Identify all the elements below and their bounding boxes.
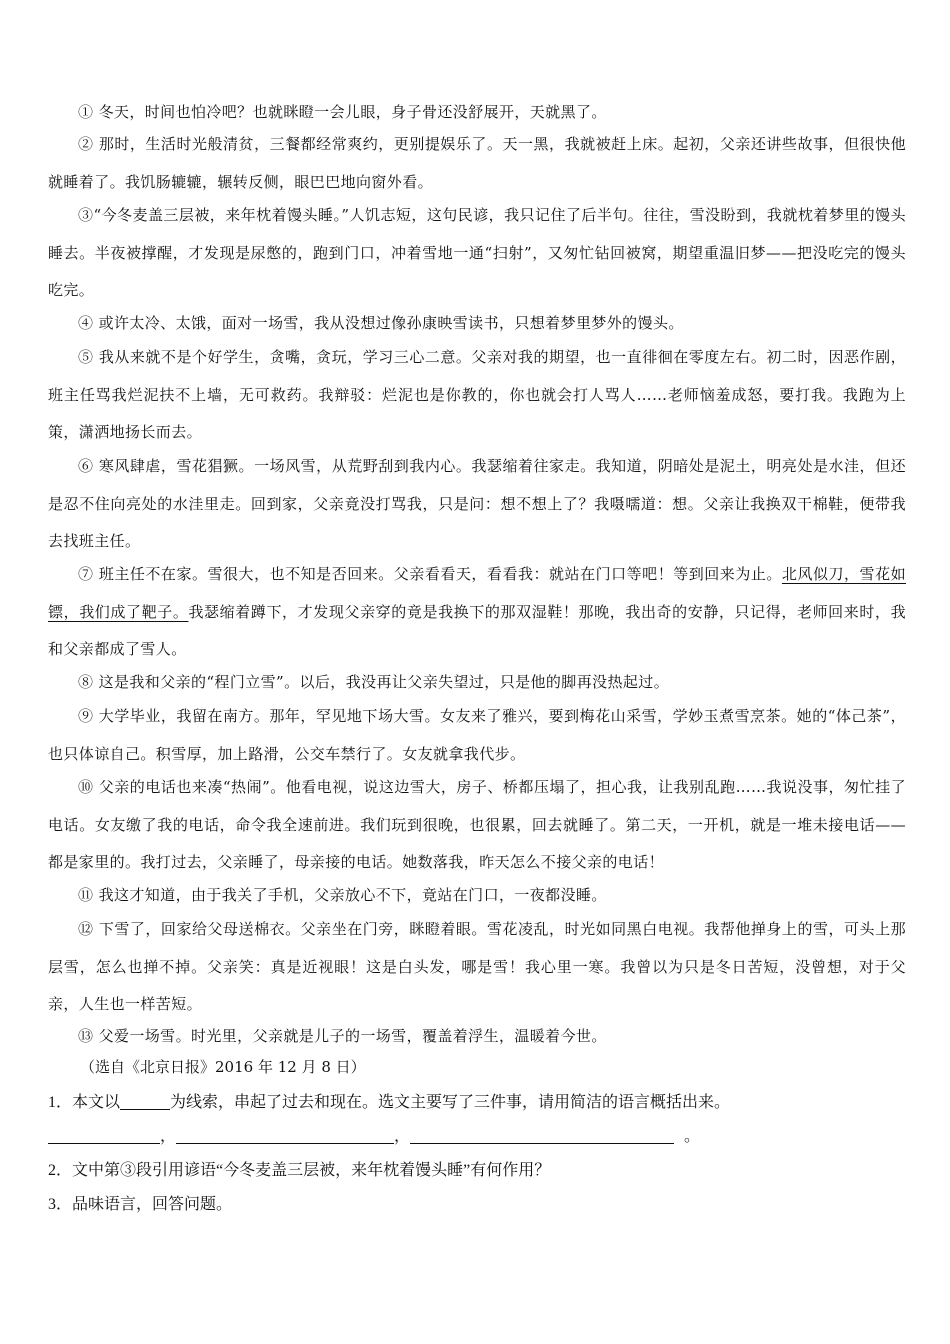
paragraph-1: ① 冬天，时间也怕冷吧？也就眯瞪一会儿眼，身子骨还没舒展开，天就黑了。 <box>78 103 607 121</box>
paragraph-9: ⑨ 大学毕业，我留在南方。那年，罕见地下场大雪。女友来了雅兴，要到梅花山采雪，学妙玉煮雪烹茶。她的“体己茶”，也只体谅自己。积雪厚，加上路滑，公交车禁行了。女友就拿我代步。 <box>48 707 906 763</box>
paragraph-6: ⑥ 寒风肆虐，雪花猖獗。一场风雪，从荒野刮到我内心。我瑟缩着往家走。我知道，阴暗处是泥土，明亮处是水洼，但还是忍不住向亮处的水洼里走。回到家，父亲竟没打骂我，只是问：想不想上了？我嗫嚅道：想。父亲让我换双干棉鞋，便带我去找班主任。 <box>48 457 906 550</box>
paragraph-7-text-after: 我瑟缩着蹲下，才发现父亲穿的竟是我换下的那双湿鞋！那晚，我出奇的安静，只记得，老师回来时，我和父亲都成了雪人。 <box>48 602 906 658</box>
separator: ， <box>160 1128 177 1145</box>
paragraph-5: ⑤ 我从来就不是个好学生，贪嘴，贪玩，学习三心二意。父亲对我的期望，也一直徘徊在零度左右。初二时，因恶作剧，班主任骂我烂泥扶不上墙，无可救药。我辩驳：烂泥也是你教的，你也就会打人骂人……老师恼羞成怒，要打我。我跑为上策，潇洒地扬长而去。 <box>48 348 906 441</box>
paragraph-4: ④ 或许太冷、太饿，面对一场雪，我从没想过像孙康映雪读书，只想着梦里梦外的馒头。 <box>78 314 684 332</box>
separator: ， <box>394 1128 411 1145</box>
answer-blank-clue[interactable] <box>120 1093 170 1110</box>
paragraph-13: ⑬ 父爱一场雪。时光里，父亲就是儿子的一场雪，覆盖着浮生，温暖着今世。 <box>78 1027 607 1045</box>
underlined-sentence: 北风似刀，雪花如镖，我们成了靶子。 <box>48 565 906 621</box>
answer-blank-event-2[interactable] <box>176 1127 394 1144</box>
paragraph-10: ⑩ 父亲的电话也来凑“热闹”。他看电视，说这边雪大，房子、桥都压塌了，担心我，让我别乱跑……我说没事，匆忙挂了电话。女友缴了我的电话，命令我全速前进。我们玩到很晚，也很累，回去就睡了。第二天，一开机，就是一堆未接电话——都是家里的。我打过去，父亲睡了，母亲接的电话。她数落我，昨天怎么不接父亲的电话！ <box>48 778 906 871</box>
paragraph-11: ⑪ 我这才知道，由于我关了手机，父亲放心不下，竟站在门口，一夜都没睡。 <box>78 886 607 904</box>
answer-blank-event-1[interactable] <box>48 1127 160 1144</box>
answer-blank-event-3[interactable] <box>410 1127 674 1144</box>
paragraph-2: ② 那时，生活时光般清贫，三餐都经常爽约，更别提娱乐了。天一黑，我就被赶上床。起初，父亲还讲些故事，但很快他就睡着了。我饥肠辘辘，辗转反侧，眼巴巴地向窗外看。 <box>48 135 906 191</box>
question-2: 2．文中第③段引用谚语“今冬麦盖三层被，来年枕着馒头睡”有何作用？ <box>48 1162 551 1179</box>
end-mark: 。 <box>684 1128 701 1145</box>
question-3: 3．品味语言，回答问题。 <box>48 1196 233 1213</box>
paragraph-12: ⑫ 下雪了，回家给父母送棉衣。父亲坐在门旁，眯瞪着眼。雪花凌乱，时光如同黑白电视。我帮他掸身上的雪，可头上那层雪，怎么也掸不掉。父亲笑：真是近视眼！这是白头发，哪是雪！我心里一寒。我曾以为只是冬日苦短，没曾想，对于父亲，人生也一样苦短。 <box>48 920 906 1013</box>
paragraph-7-text-before: ⑦ 班主任不在家。雪很大，也不知是否回来。父亲看看天，看看我：就站在门口等吧！等到回来为止。 <box>78 565 782 583</box>
answer-line-row <box>48 1122 906 1152</box>
question-1-prefix: 1．本文以 <box>48 1094 121 1111</box>
question-1 <box>48 1088 906 1118</box>
paragraph-8: ⑧ 这是我和父亲的“程门立雪”。以后，我没再让父亲失望过，只是他的脚再没热起过。 <box>78 673 670 691</box>
paragraph-7 <box>48 556 906 669</box>
source-citation: （选自《北京日报》2016 年 12 月 8 日） <box>80 1058 366 1076</box>
paragraph-3: ③“今冬麦盖三层被，来年枕着馒头睡。”人饥志短，这句民谚，我只记住了后半句。往往，雪没盼到，我就枕着梦里的馒头睡去。半夜被撑醒，才发现是尿憋的，跑到门口，冲着雪地一通“扫射”，又匆忙钻回被窝，期望重温旧梦——把没吃完的馒头吃完。 <box>48 206 906 299</box>
question-1-suffix: 为线索，串起了过去和现在。选文主要写了三件事，请用简洁的语言概括出来。 <box>170 1094 731 1111</box>
